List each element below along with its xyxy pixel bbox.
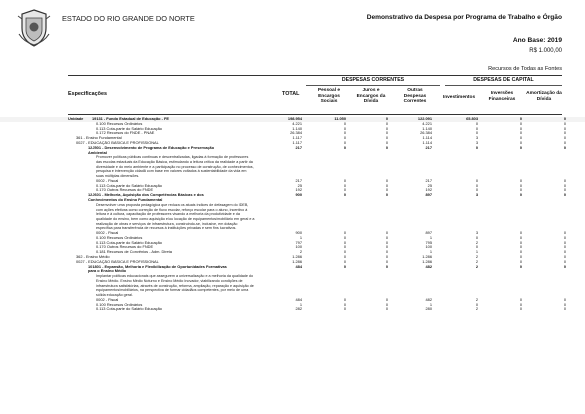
row-value: 0 [475,125,478,131]
row-label: 0027 - EDUCAÇÃO BÁSICA E PROFISSIONAL [76,140,159,145]
row-value: 0 [563,125,566,131]
row-value: 11.050 [334,116,346,121]
row-label: Ambiental [88,150,107,155]
row-value: 0 [519,116,522,121]
row-value: 1.114 [422,135,432,141]
row-label: 0.170 Outros Recursos do FNDE [96,188,154,193]
column-header-pessoal: Pessoal e Encargos Sociais [317,88,341,105]
row-value: 25 [427,182,432,188]
row-value: 0 [475,182,478,188]
row-value: 26.384 [420,130,432,136]
row-label: para o Ensino Médio [88,269,127,274]
row-value: 0 [563,177,566,183]
row-value: 0 [519,230,522,236]
row-value: 0 [519,135,522,141]
column-header-investimentos: Investimentos [442,95,476,100]
row-value: 217 [295,144,302,150]
row-value: 0 [343,306,346,312]
row-value: 484 [295,296,302,302]
row-value: 0 [519,249,522,255]
row-value: 0 [519,125,522,131]
row-value: 0 [563,144,566,150]
row-value: 0 [343,230,346,236]
row-value: 482 [425,263,432,269]
row-value: 280 [425,306,432,312]
row-value: 2 [475,296,478,302]
row-value: 0 [343,130,346,136]
row-value: 0 [563,230,566,236]
row-label: 0.113 Cota-parte do Salário Educação [96,307,162,312]
row-value: 198.954 [287,116,302,121]
row-value: 0 [385,192,388,198]
row-value: 1 [429,234,432,240]
row-value: 897 [425,192,432,198]
row-value: 0 [563,239,566,245]
row-value: 100 [425,244,432,250]
row-value: 0 [385,182,388,188]
row-value: 100 [295,244,302,250]
row-value: 0 [343,182,346,188]
row-value: 0 [343,135,346,141]
row-value: 0 [475,130,478,136]
row-value: 0 [343,254,346,260]
row-value: 1 [299,234,302,240]
row-value: 0 [519,182,522,188]
row-label: 19131 - Fundo Estadual de Educação - FE [92,117,169,121]
group-correntes-rule [306,85,440,86]
row-value: 25 [297,182,302,188]
column-header-inversoes: Inversões Financeiras [488,91,516,102]
currency-unit: R$ 1.000,00 [529,48,562,54]
row-value: 0 [563,234,566,240]
column-header-especificacoes: Especificações [68,91,107,97]
row-value: 0 [343,187,346,193]
row-value: 0 [519,254,522,260]
row-value: 0 [343,177,346,183]
row-value: 0 [385,301,388,307]
group-capital-rule [445,85,562,86]
row-value: 0 [563,249,566,255]
row-value: 0 [385,120,388,126]
row-value: 0 [475,187,478,193]
row-value: 0 [475,244,478,250]
row-label: 12J501 - Desenvolvimento de Programa de Educação e Preservação [88,145,215,150]
row-label: 0.172 Recursos do FNDE - PNAE [96,131,155,136]
row-value: 0 [385,244,388,250]
row-label: 0.100 Recursos Ordinários [96,121,143,126]
row-value: 0 [563,139,566,145]
row-value: 2 [475,263,478,269]
row-value: 0 [385,258,388,264]
row-value: 0 [563,296,566,302]
row-value: 0 [385,187,388,193]
action-description: Promover políticas públicas continuas e descentralizadas, ligadas à formação de professores das escolas estaduais da Educação Básica, estimulando a leitura crítica da realidade a partir da diversidade e do meio ambiente e a participação no processo de construção, de conhecimentos, pesquisa e intervenção cidadã com base em valores voltados à sustentabilidade da vida em suas múltiplas dimensões. [96,155,254,179]
row-value: 0 [475,120,478,126]
column-header-outras: Outras Despesas Correntes [403,88,427,105]
row-value: 0 [519,187,522,193]
row-label: 0.100 Recursos Ordinários [96,235,143,240]
row-value: 0 [475,301,478,307]
row-value: 26.384 [290,130,302,136]
row-value: 0 [343,244,346,250]
funding-sources-note: Recursos de Todas as Fontes [488,66,562,72]
row-value: 0 [385,263,388,269]
row-value: 0 [385,306,388,312]
base-year: Ano Base: 2019 [512,37,562,44]
budget-table-body [0,117,585,312]
row-value: 1 [475,249,478,255]
row-label: 362 - Ensino Médio [76,255,110,260]
row-value: 2 [299,249,302,255]
row-value: 0 [563,116,566,121]
row-value: 0 [519,296,522,302]
row-value: 0 [519,244,522,250]
row-value: 0 [519,130,522,136]
row-value: 0 [563,187,566,193]
row-value: 0 [385,296,388,302]
row-value: 0 [343,125,346,131]
row-value: 282 [295,306,302,312]
row-value: 2 [475,254,478,260]
row-prefix: Unidade [68,117,84,121]
row-value: 0 [475,177,478,183]
row-value: 217 [295,177,302,183]
row-label: 0002 - Fiscal [96,231,119,236]
row-value: 4.221 [292,120,302,126]
row-value: 1.117 [292,135,302,141]
row-value: 0 [475,144,478,150]
row-value: 0 [563,306,566,312]
row-value: 3 [475,139,478,145]
row-value: 0 [519,192,522,198]
row-value: 0 [343,234,346,240]
row-value: 0 [385,230,388,236]
header-top-rule [68,75,562,76]
row-value: 2 [475,258,478,264]
row-value: 482 [425,296,432,302]
row-label: 0.100 Recursos Ordinários [96,302,143,307]
row-value: 0 [385,125,388,131]
column-header-total: TOTAL [282,91,300,97]
row-value: 0 [563,258,566,264]
row-value: 0 [519,144,522,150]
row-value: 192 [295,187,302,193]
row-label: 0002 - Fiscal [96,297,119,302]
row-label: 0.113 Cota-parte do Salário Educação [96,126,162,131]
row-value: 0 [519,234,522,240]
row-value: 900 [295,230,302,236]
row-value: 795 [425,239,432,245]
row-value: 1 [429,249,432,255]
row-value: 1 [429,301,432,307]
row-value: 0 [563,182,566,188]
row-value: 1.286 [422,258,432,264]
row-value: 0 [343,192,346,198]
action-description: Desenvolver uma proposta pedagógica que reduza os atuais índices de defasagem do IDEB, com ações efetivas como correção de fluxo escolar, reforço escolar para o aluno, incentivo à leitura e à cultura, capacitação de professores visando a melhoria da produtividade e da qualidade do ensino, bem como aquisição e/ou locação de equipamentos/mobiliário em geral e a realização de obras e serviços de infraestrutura, construindo-se, inclusive, em dotação específica para transferência de recursos à instituições privadas e sem fins lucrativos. [96,202,255,231]
row-value: 484 [295,263,302,269]
row-value: 0 [343,296,346,302]
row-value: 0 [343,249,346,255]
row-value: 797 [295,239,302,245]
row-value: 1.140 [292,125,302,131]
column-header-amortizacao: Amortização da Dívida [526,91,562,102]
row-value: 0 [563,130,566,136]
row-label: 12J601 - Melhoria, Aquisição dos Competências Básicas e dos [88,193,204,198]
row-label: 101801 - Expansão, Melhoria e Flexibilização de Oportunidades Formativas [88,264,227,269]
row-value: 2 [475,306,478,312]
table-row [0,307,585,312]
row-value: 217 [425,177,432,183]
row-value: 0 [385,139,388,145]
row-value: 1.140 [422,125,432,131]
column-header-juros: Juros e Encargos da Dívida [356,88,386,105]
row-value: 0 [563,192,566,198]
row-label: 0.170 Outros Recursos do FNDE [96,245,154,250]
row-value: 0 [563,254,566,260]
row-value: 0 [385,130,388,136]
row-value: 65.803 [466,116,478,121]
row-value: 0 [563,263,566,269]
row-value: 0 [343,144,346,150]
state-name: ESTADO DO RIO GRANDE DO NORTE [62,14,195,23]
group-despesas-capital: DESPESAS DE CAPITAL [473,77,534,83]
row-value: 0 [519,301,522,307]
row-value: 0 [519,306,522,312]
row-value: 0 [343,120,346,126]
row-value: 0 [385,116,388,121]
row-value: 0 [563,301,566,307]
row-value: 0 [519,258,522,264]
header-bottom-rule [68,114,562,115]
row-value: 0 [385,135,388,141]
row-value: 0 [385,234,388,240]
row-value: 0 [385,254,388,260]
row-value: 3 [475,135,478,141]
row-value: 0 [343,301,346,307]
row-value: 3 [475,192,478,198]
row-value: 0 [475,234,478,240]
row-value: 1.117 [292,139,302,145]
row-value: 0 [519,239,522,245]
row-label: 361 - Ensino Fundamental [76,136,122,141]
row-label: 0.113 Cota-parte do Salário Educação [96,183,162,188]
row-value: 0 [343,263,346,269]
action-description: Implantar políticas educacionais que assegurem a universalização e a melhoria da qualidade do Ensino Médio. Ensino Médio Noturno e Ensino Médio Inovador, viabilizando condições de infraestrutura satisfatórias, através de construção, reforma, ampliação, reparação e aquisição de equipamentos/mobiliários, na perspectiva de formar cidadãos competentes, por meio de uma sólida educação geral. [96,274,254,298]
row-value: 2 [475,239,478,245]
row-label: 0.113 Cota-parte do Salário Educação [96,240,162,245]
row-label: Conhecimentos do Ensino Fundamental [88,198,163,203]
row-value: 0 [519,263,522,269]
row-value: 0 [385,144,388,150]
row-value: 4.221 [422,120,432,126]
group-despesas-correntes: DESPESAS CORRENTES [341,77,405,83]
row-value: 0 [519,120,522,126]
row-value: 1.114 [422,139,432,145]
row-value: 0 [519,139,522,145]
row-value: 900 [295,192,302,198]
row-value: 0 [563,244,566,250]
row-label: 0.181 Recursos de Convênios - Adm. Direta [96,250,172,255]
row-value: 0 [563,120,566,126]
row-value: 217 [425,144,432,150]
row-value: 0 [343,258,346,264]
row-value: 897 [425,230,432,236]
row-value: 1 [299,301,302,307]
row-value: 0 [519,177,522,183]
row-value: 0 [385,239,388,245]
state-coat-of-arms-icon [16,8,52,48]
row-value: 0 [343,239,346,245]
row-value: 192 [425,187,432,193]
row-value: 0 [385,249,388,255]
row-value: 0 [385,177,388,183]
row-value: 1.286 [422,254,432,260]
row-value: 1.286 [292,254,302,260]
row-value: 122.091 [417,116,432,121]
row-value: 3 [475,230,478,236]
row-value: 0 [343,139,346,145]
row-value: 1.286 [292,258,302,264]
row-label: 0002 - Fiscal [96,178,119,183]
row-value: 0 [563,135,566,141]
row-label: 0027 - EDUCAÇÃO BÁSICA E PROFISSIONAL [76,259,159,264]
document-title: Demonstrativo da Despesa por Programa de Trabalho e Órgão [366,14,562,21]
